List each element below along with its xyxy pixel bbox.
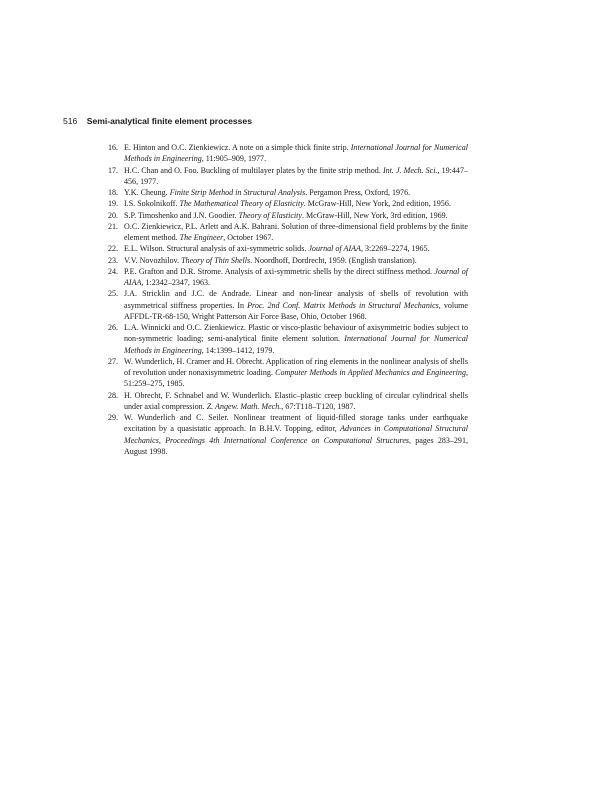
reference-title-italic: The Engineer — [179, 233, 224, 242]
reference-number: 18. — [107, 188, 118, 197]
reference-text-segment: L.A. Winnicki and O.C. Zienkiewicz. Plastic or visco-plastic behaviour of axisymmetric bodies subject to non-symmetric loading; semi-analytical finite element solution. — [124, 323, 468, 344]
reference-text-segment: P.E. Grafton and D.R. Strome. Analysis of axi-symmetric shells by the direct stiffness method. — [124, 266, 435, 276]
reference-title-italic: Advances in Computational Structural Mechanics, Proceedings 4th International Conference on Computational Structures — [124, 424, 468, 445]
reference-text-segment: J.A. Stricklin and J.C. de Andrade. Linear and non-linear analysis of shells of revolution with asymmetrical stiffness properties. In — [124, 289, 468, 310]
reference-item — [104, 390, 468, 413]
reference-text — [124, 188, 410, 197]
reference-title-italic: Computer Methods in Applied Mechanics and Engineering — [275, 368, 466, 377]
reference-item — [104, 243, 468, 254]
reference-title-italic: International Journal for Numerical Methods in Engineering — [124, 143, 468, 164]
reference-text-segment: , 14:1399–1412, 1979. — [201, 345, 275, 355]
reference-item — [104, 142, 468, 165]
reference-text-segment: , 3:2269–2274, 1965. — [360, 244, 430, 254]
reference-text — [124, 222, 468, 242]
reference-text — [124, 267, 468, 287]
reference-text-segment: . McGraw-Hill, New York, 2nd edition, 1956. — [303, 199, 451, 209]
reference-text — [124, 244, 430, 253]
reference-text-segment: W. Wunderlich and C. Seiler. Nonlinear treatment of liquid-filled storage tanks under earthquake excitation by a quasistatic approach. In B.H.V. Topping, editor, — [124, 413, 468, 434]
reference-number: 20. — [107, 210, 118, 220]
reference-text-segment: , 51:259–275, 1985. — [124, 368, 468, 389]
chapter-title: Semi-analytical finite element processes — [86, 116, 252, 126]
reference-text — [124, 199, 451, 208]
reference-text — [124, 413, 468, 456]
reference-text-segment: , October 1967. — [223, 233, 274, 242]
reference-item — [104, 221, 468, 244]
reference-title-italic: Int. J. Mech. Sci. — [382, 165, 438, 175]
reference-number: 25. — [107, 289, 118, 299]
reference-text-segment: H.C. Chan and O. Foo. Buckling of multilayer plates by the finite strip method. — [124, 165, 383, 175]
reference-text-segment: S.P. Timoshenko and J.N. Goodier. — [124, 210, 239, 220]
reference-text — [124, 289, 468, 321]
reference-title-italic: Journal of AIAA — [308, 244, 361, 254]
reference-number: 21. — [107, 221, 118, 231]
reference-text — [124, 256, 417, 265]
reference-text-segment: . Noordhoff, Dordrecht, 1959. (English translation). — [250, 255, 417, 265]
reference-text — [124, 391, 468, 411]
reference-item — [104, 266, 468, 289]
reference-number: 23. — [107, 255, 118, 265]
reference-item — [104, 322, 468, 356]
reference-text-segment: H. Obrecht, F. Schnabel and W. Wunderlich. Elastic–plastic creep buckling of circular cylindrical shells under axial compression. — [124, 390, 468, 411]
reference-text-segment: , volume AFFDL-TR-68-150, Wright Patterson Air Force Base, Ohio, October 1968. — [124, 300, 468, 321]
reference-item — [104, 210, 468, 221]
reference-item — [104, 356, 468, 390]
reference-text-segment: , 67:T118–T120, 1987. — [281, 401, 356, 411]
reference-text-segment: E. Hinton and O.C. Zienkiewicz. A note on a simple thick finite strip. — [124, 143, 351, 152]
reference-text — [124, 323, 468, 355]
reference-text-segment: I.S. Sokolnikoff. — [124, 199, 180, 209]
reference-title-italic: Z. Angew. Math. Mech. — [206, 401, 282, 411]
reference-text-segment: . McGraw-Hill, New York, 3rd edition, 1969. — [301, 210, 448, 220]
reference-text-segment: E.L. Wilson. Structural analysis of axi-symmetric solids. — [124, 244, 309, 254]
reference-list — [104, 142, 468, 457]
reference-title-italic: The Mathematical Theory of Elasticity — [179, 199, 304, 209]
reference-item — [104, 198, 468, 209]
reference-item — [104, 165, 468, 188]
reference-text-segment: V.V. Novozhilov. — [124, 255, 182, 265]
reference-title-italic: Journal of AIAA — [124, 266, 468, 287]
reference-number: 27. — [107, 356, 118, 366]
reference-number: 26. — [107, 323, 118, 332]
reference-number: 17. — [107, 165, 118, 175]
reference-text-segment: , 1:2342–2347, 1963. — [141, 278, 211, 287]
reference-text — [124, 211, 448, 220]
reference-item — [104, 288, 468, 322]
reference-number: 22. — [107, 244, 118, 254]
page-number: 516 — [63, 116, 78, 126]
reference-text-segment: . Pergamon Press, Oxford, 1976. — [305, 188, 411, 197]
reference-text — [124, 143, 468, 163]
reference-item — [104, 255, 468, 266]
reference-text-segment: O.C. Zienkiewicz, P.L. Arlett and A.K. Bahrani. Solution of three-dimensional field problems by the finite element method. — [124, 221, 468, 242]
reference-title-italic: Proc. 2nd Conf. Matrix Methods in Structural Mechanics — [247, 300, 439, 310]
reference-title-italic: Theory of Elasticity — [238, 210, 302, 220]
reference-number: 24. — [107, 266, 118, 276]
reference-text-segment: , 11:905–909, 1977. — [201, 154, 267, 164]
reference-text-segment: , pages 283–291, August 1998. — [124, 435, 468, 456]
reference-title-italic: Theory of Thin Shells — [181, 255, 251, 265]
reference-item — [104, 412, 468, 457]
reference-title-italic: International Journal for Numerical Methods in Engineering — [124, 334, 468, 355]
reference-text — [124, 166, 468, 186]
reference-text-segment: Y.K. Cheung. — [124, 188, 170, 197]
reference-number: 28. — [107, 390, 118, 400]
reference-title-italic: Finite Strip Method in Structural Analysis — [169, 188, 306, 197]
reference-item — [104, 187, 468, 198]
running-header — [63, 116, 252, 126]
reference-number: 29. — [107, 413, 118, 422]
reference-number: 19. — [107, 199, 118, 209]
reference-text — [124, 357, 468, 389]
reference-text-segment: , 19:447–456, 1977. — [124, 165, 468, 186]
reference-number: 16. — [107, 143, 118, 152]
reference-text-segment: W. Wunderlich, H. Cramer and H. Obrecht. Application of ring elements in the nonlinear analysis of shells of revolution under nonaxisymmetric loading. — [124, 356, 468, 377]
